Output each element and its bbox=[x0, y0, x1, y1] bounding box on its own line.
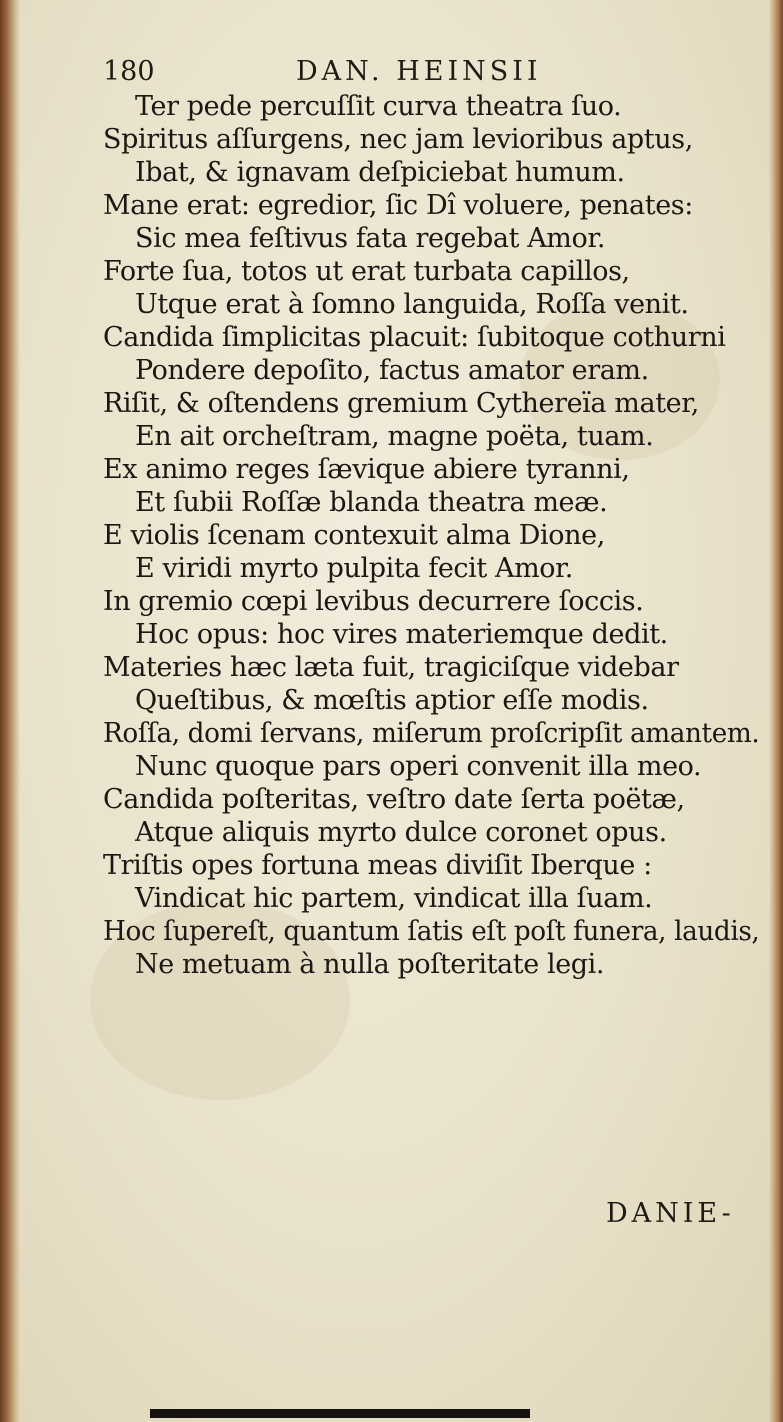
verse-line: Et ſubii Roſſæ blanda theatra meæ. bbox=[135, 487, 608, 518]
verse-line: Hoc opus: hoc vires materiemque dedit. bbox=[135, 619, 668, 650]
verse-line: Ex animo reges ſævique abiere tyranni, bbox=[103, 454, 630, 485]
verse-line: Ter pede percuſſit curva theatra ſuo. bbox=[135, 91, 622, 122]
verse-line: Candida poſteritas, veſtro date ſerta poëtæ, bbox=[103, 784, 685, 815]
verse-line: Roſſa, domi ſervans, miſerum proſcripſit amantem. bbox=[103, 718, 760, 749]
verse-line: Hoc ſupereſt, quantum ſatis eſt poſt funera, laudis, bbox=[103, 916, 760, 947]
right-page-edge bbox=[769, 0, 783, 1422]
page-number: 180 bbox=[103, 56, 155, 87]
catchword: DANIE- bbox=[606, 1198, 735, 1229]
left-binding-edge bbox=[0, 0, 20, 1422]
verse-line: Candida ſimplicitas placuit: ſubitoque cothurni bbox=[103, 322, 726, 353]
verse-line: E viridi myrto pulpita fecit Amor. bbox=[135, 553, 573, 584]
verse-line: Nunc quoque pars operi convenit illa meo. bbox=[135, 751, 702, 782]
verse-line: Materies hæc læta fuit, tragiciſque videbar bbox=[103, 652, 679, 683]
verse-line: Ibat, & ignavam deſpiciebat humum. bbox=[135, 157, 625, 188]
verse-line: Pondere depoſito, factus amator eram. bbox=[135, 355, 649, 386]
verse-line: E violis ſcenam contexuit alma Dione, bbox=[103, 520, 605, 551]
verse-line: Mane erat: egredior, ſic Dî voluere, penates: bbox=[103, 190, 693, 221]
verse-line: Vindicat hic partem, vindicat illa ſuam. bbox=[135, 883, 653, 914]
verse-line: Triſtis opes fortuna meas diviſit Iberque : bbox=[103, 850, 652, 881]
verse-line: Atque aliquis myrto dulce coronet opus. bbox=[135, 817, 667, 848]
running-head: DAN. HEINSII bbox=[296, 56, 542, 87]
verse-line: Ne metuam à nulla poſteritate legi. bbox=[135, 949, 605, 980]
verse-line: In gremio cœpi levibus decurrere ſoccis. bbox=[103, 586, 644, 617]
verse-line: Spiritus aſſurgens, nec jam levioribus aptus, bbox=[103, 124, 693, 155]
page-header bbox=[103, 56, 573, 96]
verse-line: Utque erat à ſomno languida, Roſſa venit. bbox=[135, 289, 689, 320]
verse-line: Riſit, & oſtendens gremium Cythereïa mater, bbox=[103, 388, 699, 419]
verse-line: En ait orcheſtram, magne poëta, tuam. bbox=[135, 421, 654, 452]
verse-line: Queſtibus, & mœſtis aptior eſſe modis. bbox=[135, 685, 649, 716]
verse-line: Forte ſua, totos ut erat turbata capillos, bbox=[103, 256, 630, 287]
verse-line: Sic mea feſtivus fata regebat Amor. bbox=[135, 223, 606, 254]
bottom-edge-shadow bbox=[150, 1409, 530, 1418]
